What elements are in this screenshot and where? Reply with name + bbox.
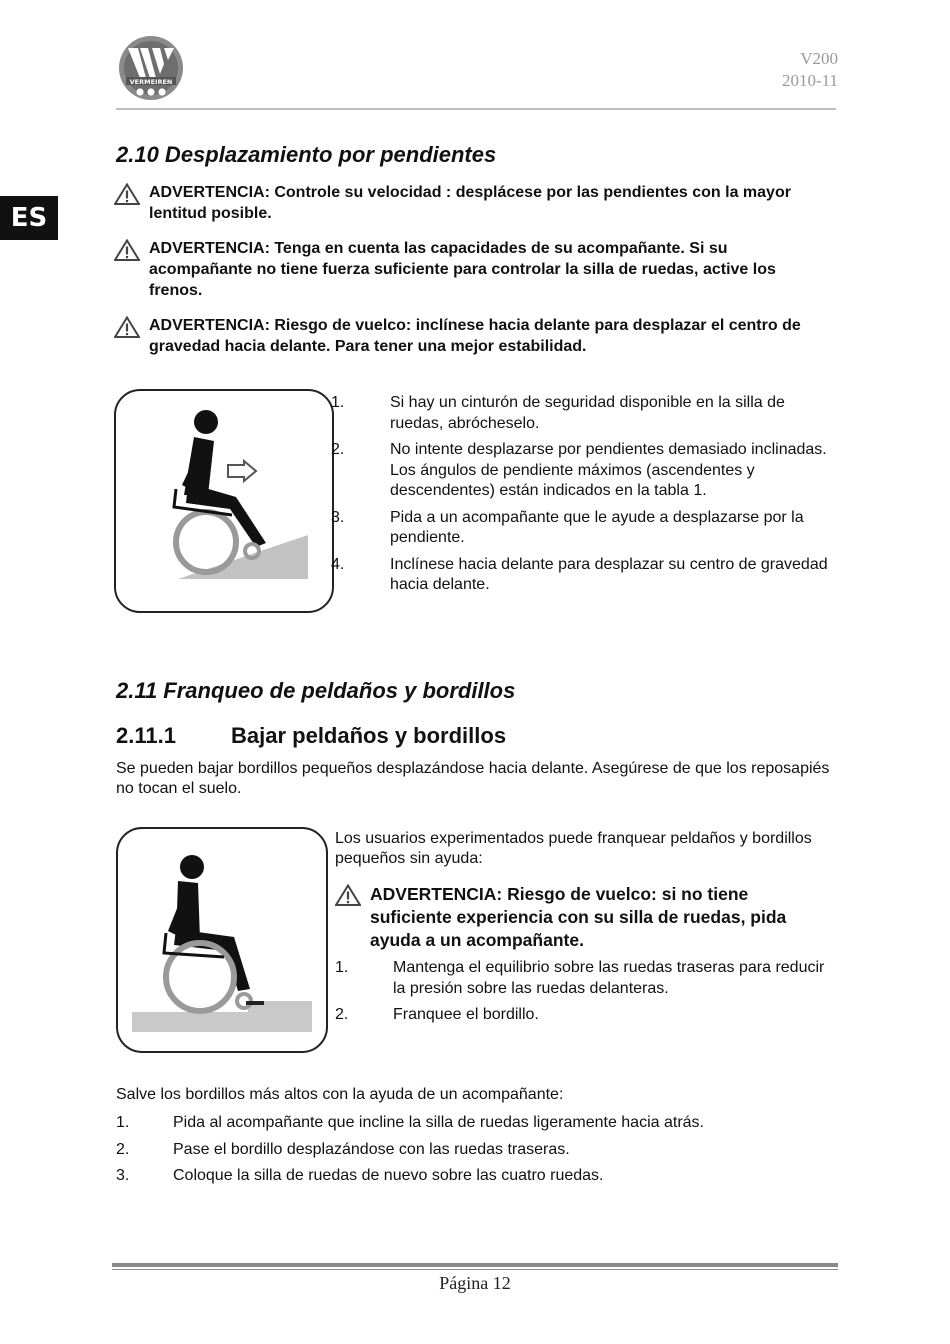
curbs-intro-text: Se pueden bajar bordillos pequeños desplazándose hacia delante. Asegúrese de que los reposapiés no tocan el suelo.	[116, 760, 830, 797]
slope-wheelchair-figure	[114, 389, 334, 613]
warning-triangle-icon	[114, 239, 140, 261]
forward-arrow-icon	[228, 461, 256, 481]
warning-triangle-icon	[335, 884, 361, 906]
page-number: Página 12	[439, 1273, 511, 1293]
subsection-title: Bajar peldaños y bordillos	[231, 723, 507, 748]
list-number: 4.	[331, 555, 345, 573]
list-item	[331, 393, 831, 434]
footer-divider	[112, 1263, 838, 1267]
list-text: Pase el bordillo desplazándose con las ruedas traseras.	[173, 1140, 570, 1158]
footer-divider-thin	[112, 1269, 838, 1270]
list-number: 1.	[335, 959, 349, 976]
header-divider	[116, 108, 836, 110]
list-number: 3.	[331, 508, 345, 526]
list-item	[335, 1005, 830, 1026]
list-text: Pida al acompañante que incline la silla de ruedas ligeramente hacia atrás.	[173, 1114, 704, 1131]
list-text: Mantenga el equilibrio sobre las ruedas traseras para reducir la presión sobre las ruedas delanteras.	[393, 959, 825, 997]
list-text: Coloque la silla de ruedas de nuevo sobre las cuatro ruedas.	[173, 1167, 604, 1184]
list-item	[331, 440, 831, 502]
list-text: Inclínese hacia delante para desplazar su centro de gravedad hacia delante.	[390, 555, 828, 593]
list-item	[335, 958, 830, 999]
list-text: No intente desplazarse por pendientes demasiado inclinadas. Los ángulos de pendiente máximos (ascendentes y descendentes) están indicados en la tabla 1.	[390, 441, 827, 499]
warning-speed	[114, 182, 824, 224]
list-text: Pida a un acompañante que le ayude a desplazarse por la pendiente.	[390, 508, 804, 546]
warning-text: ADVERTENCIA: Controle su velocidad : desplácese por las pendientes con la mayor lentitud posible.	[149, 184, 791, 222]
curb-steps-list	[335, 958, 830, 1032]
list-text: Si hay un cinturón de seguridad disponible en la silla de ruedas, abrócheselo.	[390, 394, 785, 432]
slope-steps-list	[331, 393, 831, 602]
warning-text: ADVERTENCIA: Tenga en cuenta las capacidades de su acompañante. Si su acompañante no tiene fuerza suficiente para controlar la silla de ruedas, active los frenos.	[149, 240, 776, 299]
header-meta	[782, 48, 838, 92]
warning-triangle-icon	[114, 316, 140, 338]
logo-text: VERMEIREN	[129, 78, 173, 86]
higher-curbs-intro: Salve los bordillos más altos con la ayuda de un acompañante:	[116, 1086, 564, 1103]
date-label: 2010-11	[781, 71, 838, 90]
list-number: 2.	[335, 1006, 349, 1023]
warning-text: ADVERTENCIA: Riesgo de vuelco: si no tiene suficiente experiencia con su silla de ruedas, pida ayuda a un acompañante.	[370, 884, 787, 950]
list-item	[331, 555, 831, 596]
list-number: 2.	[331, 441, 345, 458]
warning-text: ADVERTENCIA: Riesgo de vuelco: inclínese hacia delante para desplazar el centro de gravedad hacia delante. Para tener una mejor estabilidad.	[149, 317, 801, 355]
section-2-10-title: 2.10 Desplazamiento por pendientes	[116, 142, 497, 167]
higher-curbs-steps-list	[116, 1113, 831, 1193]
warning-companion	[114, 238, 824, 301]
list-item	[331, 508, 831, 549]
curb-wheelchair-figure	[116, 827, 328, 1053]
list-text: Franquee el bordillo.	[393, 1006, 539, 1023]
vermeiren-logo	[116, 34, 186, 102]
subsection-number: 2.11.1	[116, 723, 176, 748]
warning-triangle-icon	[114, 183, 140, 205]
list-number: 2.	[116, 1140, 130, 1158]
model-label: V200	[800, 49, 838, 68]
language-tab: ES	[0, 196, 58, 240]
list-number: 1.	[331, 394, 345, 411]
experienced-users-text: Los usuarios experimentados puede franquear peldaños y bordillos pequeños sin ayuda:	[335, 830, 812, 867]
list-item	[116, 1166, 831, 1187]
warning-curb-tipping	[335, 883, 830, 952]
list-number: 3.	[116, 1167, 130, 1184]
warning-tipping	[114, 315, 824, 357]
list-item	[116, 1140, 831, 1161]
section-2-11-title: 2.11 Franqueo de peldaños y bordillos	[116, 678, 516, 703]
list-number: 1.	[116, 1114, 130, 1131]
list-item	[116, 1113, 831, 1134]
